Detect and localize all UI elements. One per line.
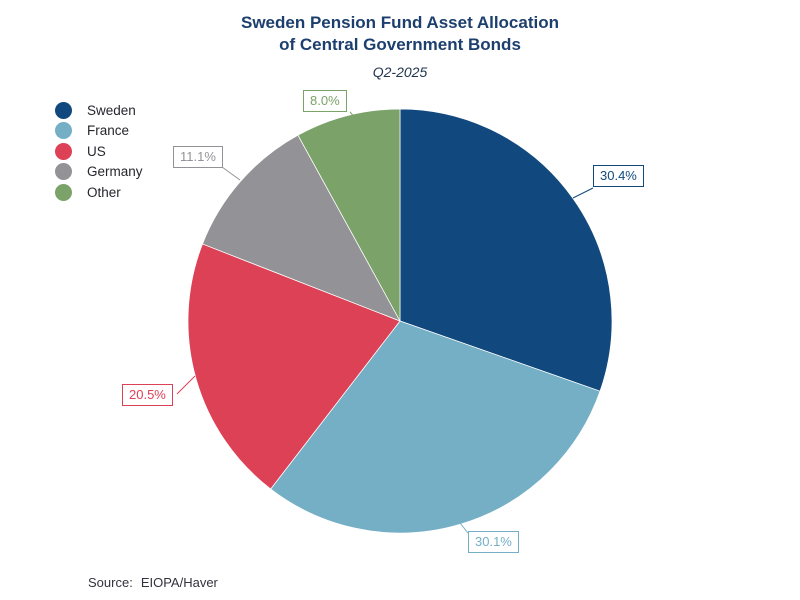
legend-label-us: US	[87, 143, 106, 159]
source-line	[88, 575, 218, 590]
callout-line-sweden	[573, 188, 593, 198]
slice-value-label-sweden: 30.4%	[593, 165, 644, 187]
chart-title-line-1: Sweden Pension Fund Asset Allocation	[240, 13, 559, 32]
callout-line-france	[460, 523, 468, 533]
slice-value-label-france: 30.1%	[468, 531, 519, 553]
legend-label-sweden: Sweden	[87, 102, 136, 118]
slice-value-label-germany: 11.1%	[173, 146, 223, 168]
source-label: Source:	[88, 575, 133, 590]
slice-value-label-other: 8.0%	[303, 90, 347, 112]
chart-title-line-2: of Central Government Bonds	[279, 35, 521, 54]
slice-value-label-us: 20.5%	[122, 384, 173, 406]
source-text: EIOPA/Haver	[140, 575, 218, 590]
legend-label-other: Other	[87, 184, 121, 200]
chart-subtitle: Q2-2025	[372, 64, 428, 80]
legend-label-germany: Germany	[87, 164, 143, 180]
callout-line-us	[177, 376, 195, 394]
legend-label-france: France	[87, 123, 130, 139]
callout-line-germany	[222, 167, 240, 180]
